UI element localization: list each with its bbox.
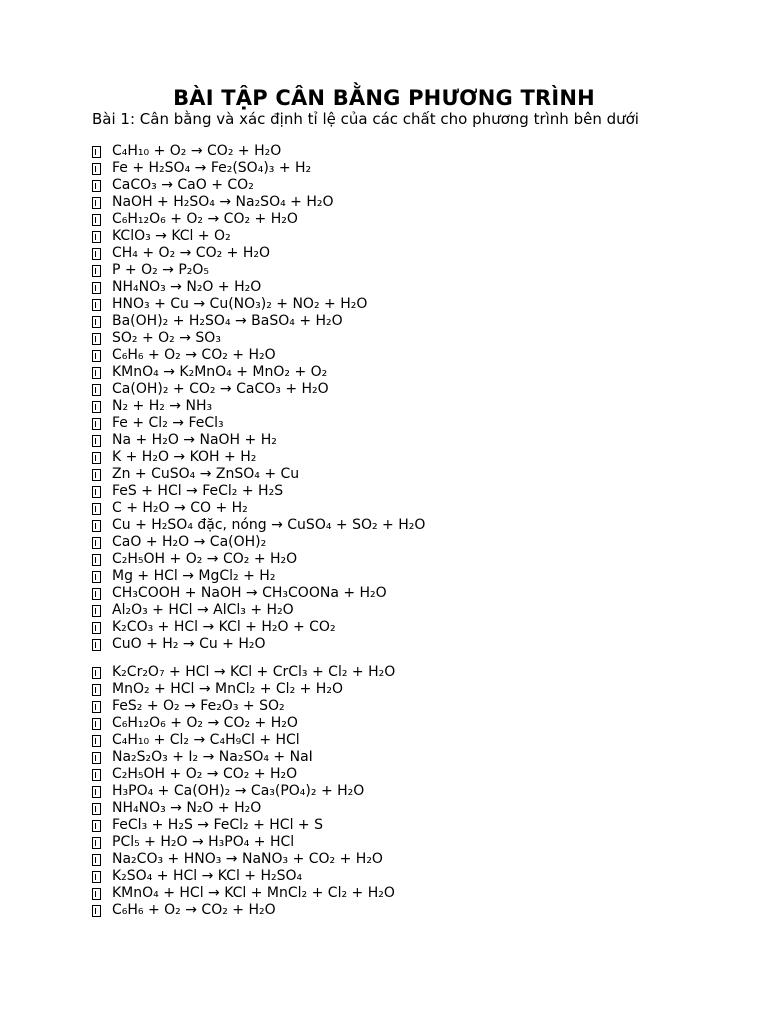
missing-glyph-box-icon <box>92 418 101 430</box>
equation-text: Na + H₂O → NaOH + H₂ <box>112 432 277 448</box>
equation-item <box>92 551 425 568</box>
missing-glyph-box-icon <box>92 350 101 362</box>
equation-text: KMnO₄ → K₂MnO₄ + MnO₂ + O₂ <box>112 364 328 380</box>
missing-glyph-box-icon <box>92 605 101 617</box>
missing-glyph-box-icon <box>92 452 101 464</box>
missing-glyph-box-icon <box>92 299 101 311</box>
exercise-instruction: Bài 1: Cân bằng và xác định tỉ lệ của các chất cho phương trình bên dưới <box>92 110 639 128</box>
equation-text: C + H₂O → CO + H₂ <box>112 500 248 516</box>
equation-text: K₂SO₄ + HCl → KCl + H₂SO₄ <box>112 868 303 884</box>
equation-item <box>92 245 425 262</box>
equation-text: CaCO₃ → CaO + CO₂ <box>112 177 254 193</box>
equation-text: FeCl₃ + H₂S → FeCl₂ + HCl + S <box>112 817 323 833</box>
missing-glyph-box-icon <box>92 786 101 798</box>
equation-item <box>92 160 425 177</box>
equation-text: H₃PO₄ + Ca(OH)₂ → Ca₃(PO₄)₂ + H₂O <box>112 783 365 799</box>
equation-item <box>92 664 395 681</box>
missing-glyph-box-icon <box>92 588 101 600</box>
equation-text: Ca(OH)₂ + CO₂ → CaCO₃ + H₂O <box>112 381 329 397</box>
missing-glyph-box-icon <box>92 265 101 277</box>
equation-text: NH₄NO₃ → N₂O + H₂O <box>112 279 262 295</box>
equation-item <box>92 313 425 330</box>
equation-item <box>92 449 425 466</box>
equation-item <box>92 211 425 228</box>
missing-glyph-box-icon <box>92 684 101 696</box>
equation-item <box>92 279 425 296</box>
missing-glyph-box-icon <box>92 435 101 447</box>
missing-glyph-box-icon <box>92 503 101 515</box>
equation-item <box>92 636 425 653</box>
equation-text: C₂H₅OH + O₂ → CO₂ + H₂O <box>112 766 298 782</box>
missing-glyph-box-icon <box>92 554 101 566</box>
equation-item <box>92 517 425 534</box>
equation-text: Al₂O₃ + HCl → AlCl₃ + H₂O <box>112 602 294 618</box>
equation-text: C₄H₁₀ + O₂ → CO₂ + H₂O <box>112 143 282 159</box>
missing-glyph-box-icon <box>92 520 101 532</box>
equation-text: CuO + H₂ → Cu + H₂O <box>112 636 266 652</box>
missing-glyph-box-icon <box>92 146 101 158</box>
equation-text: Mg + HCl → MgCl₂ + H₂ <box>112 568 276 584</box>
equation-text: SO₂ + O₂ → SO₃ <box>112 330 221 346</box>
equation-item <box>92 500 425 517</box>
equation-text: FeS + HCl → FeCl₂ + H₂S <box>112 483 284 499</box>
missing-glyph-box-icon <box>92 163 101 175</box>
missing-glyph-box-icon <box>92 367 101 379</box>
missing-glyph-box-icon <box>92 180 101 192</box>
equation-text: Zn + CuSO₄ → ZnSO₄ + Cu <box>112 466 300 482</box>
missing-glyph-box-icon <box>92 622 101 634</box>
missing-glyph-box-icon <box>92 888 101 900</box>
equation-text: C₆H₁₂O₆ + O₂ → CO₂ + H₂O <box>112 211 298 227</box>
missing-glyph-box-icon <box>92 820 101 832</box>
equation-item <box>92 228 425 245</box>
equation-text: N₂ + H₂ → NH₃ <box>112 398 213 414</box>
missing-glyph-box-icon <box>92 769 101 781</box>
missing-glyph-box-icon <box>92 401 101 413</box>
equation-item <box>92 715 395 732</box>
equation-item <box>92 800 395 817</box>
missing-glyph-box-icon <box>92 248 101 260</box>
equation-text: CH₄ + O₂ → CO₂ + H₂O <box>112 245 271 261</box>
equation-item <box>92 681 395 698</box>
equation-text: C₆H₆ + O₂ → CO₂ + H₂O <box>112 347 276 363</box>
missing-glyph-box-icon <box>92 718 101 730</box>
equation-text: C₆H₁₂O₆ + O₂ → CO₂ + H₂O <box>112 715 298 731</box>
equation-item <box>92 364 425 381</box>
equation-text: CH₃COOH + NaOH → CH₃COONa + H₂O <box>112 585 387 601</box>
equation-text: CaO + H₂O → Ca(OH)₂ <box>112 534 267 550</box>
equation-item <box>92 619 425 636</box>
equation-item <box>92 398 425 415</box>
equation-item <box>92 732 395 749</box>
missing-glyph-box-icon <box>92 735 101 747</box>
equation-item <box>92 483 425 500</box>
equation-item <box>92 585 425 602</box>
equation-item <box>92 749 395 766</box>
missing-glyph-box-icon <box>92 571 101 583</box>
equation-item <box>92 296 425 313</box>
equation-text: Ba(OH)₂ + H₂SO₄ → BaSO₄ + H₂O <box>112 313 343 329</box>
equation-list-1 <box>92 143 425 653</box>
equation-text: NH₄NO₃ → N₂O + H₂O <box>112 800 262 816</box>
equation-text: HNO₃ + Cu → Cu(NO₃)₂ + NO₂ + H₂O <box>112 296 368 312</box>
equation-item <box>92 868 395 885</box>
missing-glyph-box-icon <box>92 384 101 396</box>
equation-item <box>92 834 395 851</box>
missing-glyph-box-icon <box>92 197 101 209</box>
equation-text: KMnO₄ + HCl → KCl + MnCl₂ + Cl₂ + H₂O <box>112 885 395 901</box>
missing-glyph-box-icon <box>92 803 101 815</box>
equation-item <box>92 143 425 160</box>
missing-glyph-box-icon <box>92 701 101 713</box>
equation-item <box>92 851 395 868</box>
missing-glyph-box-icon <box>92 469 101 481</box>
equation-text: Fe + H₂SO₄ → Fe₂(SO₄)₃ + H₂ <box>112 160 312 176</box>
missing-glyph-box-icon <box>92 316 101 328</box>
equation-text: K + H₂O → KOH + H₂ <box>112 449 257 465</box>
equation-item <box>92 347 425 364</box>
equation-item <box>92 330 425 347</box>
equation-list-2 <box>92 664 395 919</box>
equation-item <box>92 415 425 432</box>
equation-text: C₄H₁₀ + Cl₂ → C₄H₉Cl + HCl <box>112 732 300 748</box>
missing-glyph-box-icon <box>92 871 101 883</box>
equation-item <box>92 534 425 551</box>
missing-glyph-box-icon <box>92 231 101 243</box>
equation-text: P + O₂ → P₂O₅ <box>112 262 210 278</box>
missing-glyph-box-icon <box>92 837 101 849</box>
missing-glyph-box-icon <box>92 537 101 549</box>
missing-glyph-box-icon <box>92 752 101 764</box>
equation-item <box>92 568 425 585</box>
equation-text: PCl₅ + H₂O → H₃PO₄ + HCl <box>112 834 295 850</box>
equation-item <box>92 432 425 449</box>
equation-text: K₂CO₃ + HCl → KCl + H₂O + CO₂ <box>112 619 336 635</box>
missing-glyph-box-icon <box>92 854 101 866</box>
equation-text: MnO₂ + HCl → MnCl₂ + Cl₂ + H₂O <box>112 681 343 697</box>
equation-item <box>92 698 395 715</box>
equation-item <box>92 766 395 783</box>
equation-text: NaOH + H₂SO₄ → Na₂SO₄ + H₂O <box>112 194 334 210</box>
equation-item <box>92 177 425 194</box>
missing-glyph-box-icon <box>92 905 101 917</box>
equation-item <box>92 381 425 398</box>
equation-item <box>92 602 425 619</box>
missing-glyph-box-icon <box>92 333 101 345</box>
equation-text: Cu + H₂SO₄ đặc, nóng → CuSO₄ + SO₂ + H₂O <box>112 517 426 533</box>
equation-item <box>92 466 425 483</box>
equation-item <box>92 885 395 902</box>
equation-item <box>92 262 425 279</box>
equation-item <box>92 783 395 800</box>
equation-text: Na₂S₂O₃ + I₂ → Na₂SO₄ + NaI <box>112 749 313 765</box>
equation-text: Na₂CO₃ + HNO₃ → NaNO₃ + CO₂ + H₂O <box>112 851 383 867</box>
page-title: BÀI TẬP CÂN BẰNG PHƯƠNG TRÌNH <box>173 86 595 110</box>
equation-item <box>92 817 395 834</box>
equation-text: C₆H₆ + O₂ → CO₂ + H₂O <box>112 902 276 918</box>
equation-text: Fe + Cl₂ → FeCl₃ <box>112 415 224 431</box>
missing-glyph-box-icon <box>92 667 101 679</box>
missing-glyph-box-icon <box>92 486 101 498</box>
equation-text: C₂H₅OH + O₂ → CO₂ + H₂O <box>112 551 298 567</box>
equation-text: K₂Cr₂O₇ + HCl → KCl + CrCl₃ + Cl₂ + H₂O <box>112 664 396 680</box>
missing-glyph-box-icon <box>92 282 101 294</box>
missing-glyph-box-icon <box>92 214 101 226</box>
missing-glyph-box-icon <box>92 639 101 651</box>
equation-item <box>92 902 395 919</box>
equation-item <box>92 194 425 211</box>
equation-text: KClO₃ → KCl + O₂ <box>112 228 231 244</box>
equation-text: FeS₂ + O₂ → Fe₂O₃ + SO₂ <box>112 698 285 714</box>
